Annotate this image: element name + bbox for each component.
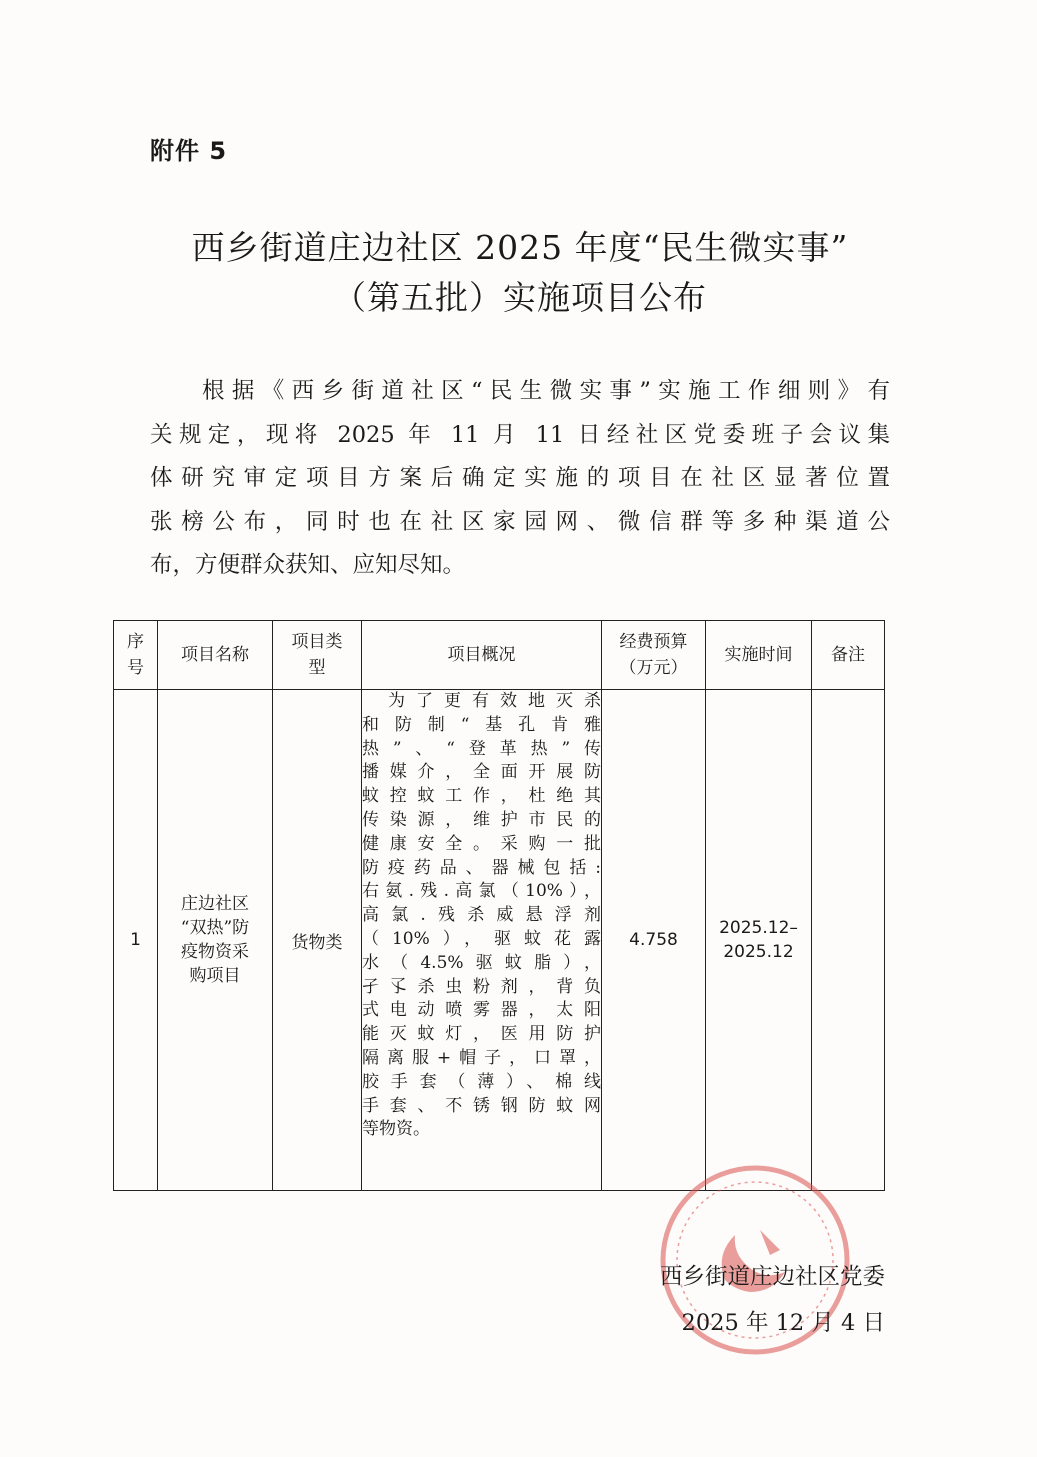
row-remarks <box>812 690 885 1191</box>
summary-line: 和防制“基孔肯雅 <box>362 714 601 735</box>
summary-line: 式电动喷雾器，太阳 <box>362 1000 601 1021</box>
header-period: 实施时间 <box>706 621 812 690</box>
header-type <box>273 621 362 690</box>
table-row <box>114 690 885 1191</box>
header-type-line2: 型 <box>308 658 326 678</box>
row-summary <box>362 690 602 1191</box>
row-name-line: 庄边社区 <box>181 894 249 914</box>
intro-line: 布，方便群众获知、应知尽知。 <box>150 552 466 578</box>
intro-line: 关规定，现将 2025 年 11 月 11 日经社区党委班子会议集 <box>150 421 890 448</box>
intro-line: 张榜公布，同时也在社区家园网、微信群等多种渠道公 <box>150 508 890 535</box>
header-budget-line2: （万元） <box>619 658 688 678</box>
project-table <box>113 620 885 1191</box>
row-period <box>706 690 812 1191</box>
row-name-line: 疫物资采 <box>181 942 249 962</box>
header-summary: 项目概况 <box>362 621 602 690</box>
header-budget <box>602 621 706 690</box>
summary-line: 播媒介，全面开展防 <box>362 762 601 783</box>
header-type-line1: 项目类 <box>291 632 343 652</box>
document-title-line1: 西乡街道庄边社区 2025 年度“民生微实事” <box>191 228 849 267</box>
row-name <box>158 690 273 1191</box>
summary-line: 传染源，维护市民的 <box>362 809 601 830</box>
row-name-line: 购项目 <box>189 966 241 986</box>
summary-line: 孑孓杀虫粉剂，背负 <box>362 976 601 997</box>
header-name: 项目名称 <box>158 621 273 690</box>
row-period-line2: 2025.12 <box>723 942 794 962</box>
row-name-line: “双热”防 <box>180 918 250 938</box>
summary-line: 健康安全。采购一批 <box>362 833 601 854</box>
header-budget-line1: 经费预算 <box>619 632 688 652</box>
signature-date: 2025 年 12 月 4 日 <box>681 1310 885 1336</box>
row-type: 货物类 <box>273 690 362 1191</box>
header-index-line2: 号 <box>127 658 144 678</box>
summary-line: 热”、“登革热”传 <box>362 738 601 759</box>
signature-org: 西乡街道庄边社区党委 <box>659 1264 885 1290</box>
summary-line: 高氯.残杀威悬浮剂 <box>362 905 601 926</box>
summary-line: 等物资。 <box>362 1119 430 1140</box>
summary-line: 为了更有效地灭杀 <box>388 691 601 711</box>
summary-line: 胶手套（薄）、棉线 <box>362 1071 601 1092</box>
summary-line: 蚊控蚊工作，杜绝其 <box>362 786 601 807</box>
summary-line: 能灭蚊灯，医用防护 <box>362 1024 601 1045</box>
signature-block <box>660 1254 885 1346</box>
intro-paragraph <box>150 370 890 588</box>
row-budget: 4.758 <box>602 690 706 1191</box>
header-index <box>114 621 158 690</box>
summary-line: 手套、不锈钢防蚊网 <box>362 1095 601 1116</box>
summary-line: 隔离服+帽子，口罩， <box>362 1047 601 1068</box>
intro-line: 体研究审定项目方案后确定实施的项目在社区显著位置 <box>150 465 890 491</box>
header-remarks: 备注 <box>812 621 885 690</box>
intro-line: 根据《西乡街道社区“民生微实事”实施工作细则》有 <box>202 378 890 404</box>
row-period-line1: 2025.12– <box>719 918 798 938</box>
summary-line: （10%），驱蚊花露 <box>362 928 601 949</box>
attachment-label: 附件 5 <box>150 137 228 165</box>
table-header-row <box>114 621 885 690</box>
summary-line: 水（4.5%驱蚊脂）， <box>362 952 601 973</box>
row-index: 1 <box>114 690 158 1191</box>
header-index-line1: 序 <box>127 632 144 652</box>
summary-line: 防疫药品、器械包括: <box>362 857 601 878</box>
summary-line: 右氨.残.高氯（10%）， <box>362 881 601 902</box>
document-title-line2: （第五批）实施项目公布 <box>333 278 707 317</box>
